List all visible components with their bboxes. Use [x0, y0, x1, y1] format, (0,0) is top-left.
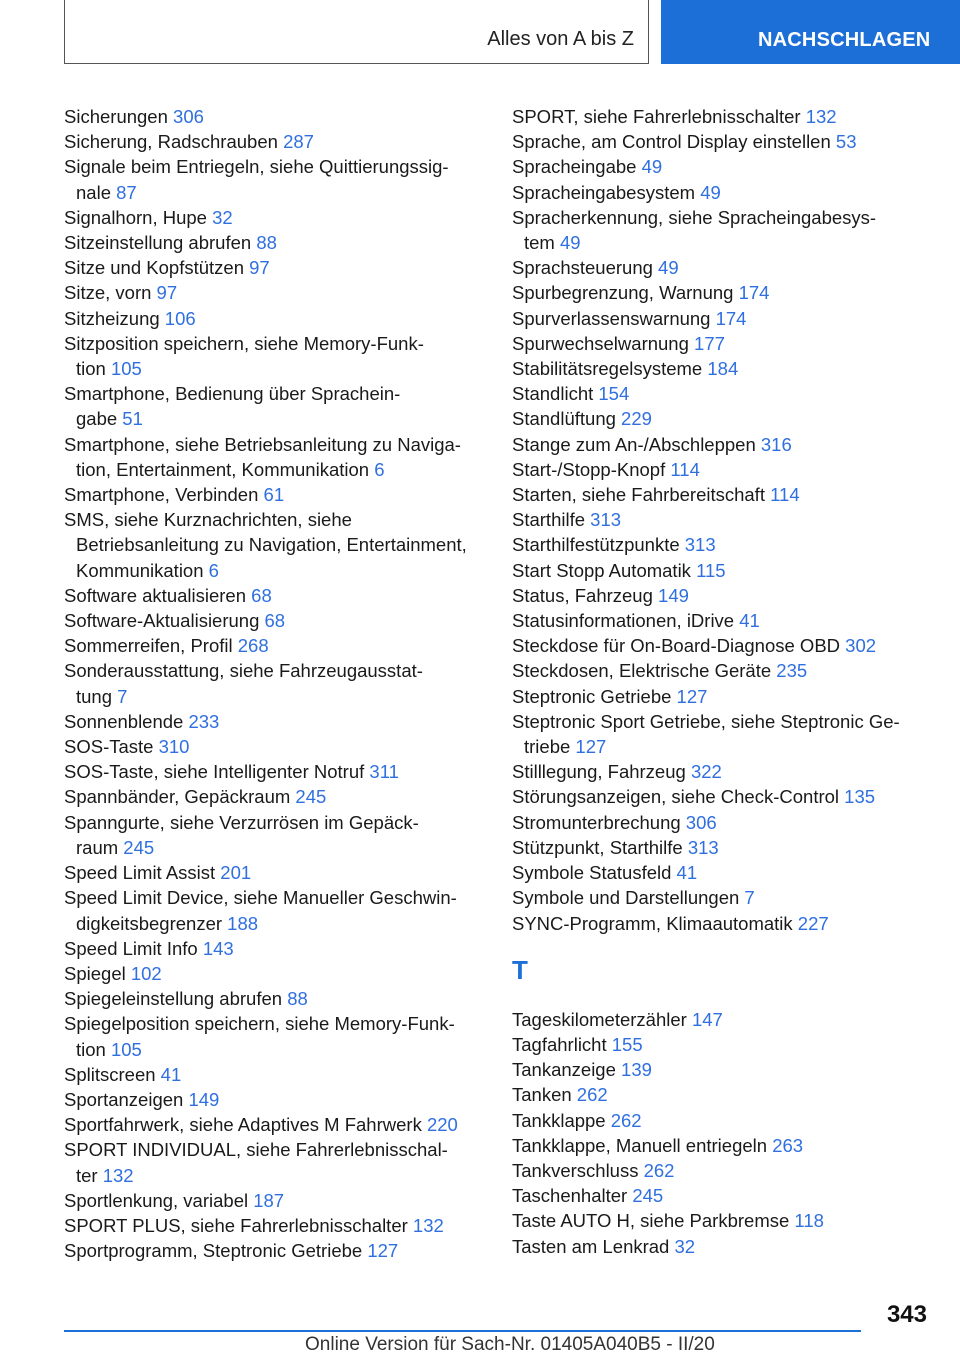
index-entry-text: Speed Limit Assist: [64, 862, 216, 884]
index-page-link[interactable]: 115: [696, 559, 726, 581]
index-entry: [64, 860, 484, 885]
index-page-link[interactable]: 201: [220, 862, 252, 884]
index-entry-text: Spurverlassenswarnung: [512, 307, 711, 329]
index-entry-text: Sonderausstattung, siehe Fahrzeugausstat-: [64, 660, 423, 682]
index-entry: [512, 356, 932, 381]
index-entry: [512, 154, 932, 179]
index-entry: [64, 608, 484, 633]
index-page-link[interactable]: 139: [621, 1059, 652, 1081]
index-page-link[interactable]: 97: [156, 282, 178, 304]
footer-divider: [64, 1330, 861, 1332]
index-page-link[interactable]: 220: [426, 1114, 458, 1136]
index-entry: [64, 759, 484, 784]
index-entry-text: triebe: [524, 736, 571, 758]
index-entry: [64, 331, 484, 381]
index-entry-text: Starthilfestützpunkte: [512, 534, 680, 556]
header-section-title: Alles von A bis Z: [487, 28, 634, 50]
index-entry-text: Signale beim Entriegeln, siehe Quittierungssig-: [64, 156, 449, 178]
index-entry-text: Spurbegrenzung, Warnung: [512, 282, 734, 304]
index-page-link[interactable]: 7: [744, 887, 755, 909]
index-page-link[interactable]: 311: [369, 761, 399, 783]
index-entry: [512, 860, 932, 885]
index-entry: [64, 104, 484, 129]
index-entry-text: Spracherkennung, siehe Spracheingabesys-: [512, 206, 877, 228]
index-column-left: [64, 104, 484, 1263]
index-page-link[interactable]: 132: [412, 1214, 444, 1236]
index-entry-text: Symbole und Darstellungen: [512, 887, 740, 909]
index-entry-text: Standlicht: [512, 383, 594, 405]
index-entry-text: Betriebsanleitung zu Navigation, Entertainment,: [76, 534, 467, 556]
index-entry-text: Taschenhalter: [512, 1185, 628, 1207]
index-entry-text: Spiegeleinstellung abrufen: [64, 988, 283, 1010]
index-entry-text: Spanngurte, siehe Verzurrösen im Gepäck-: [64, 811, 419, 833]
index-page-link[interactable]: 127: [676, 685, 708, 707]
index-entry-text: Tankklappe, Manuell entriegeln: [512, 1134, 768, 1156]
index-entry: [64, 1213, 484, 1238]
index-entry-text: nale: [76, 181, 111, 203]
index-entry: [64, 1238, 484, 1263]
index-entry: [512, 1183, 932, 1208]
index-page-link[interactable]: 41: [676, 862, 698, 884]
index-page-link[interactable]: 105: [110, 358, 142, 380]
index-page-link[interactable]: 316: [760, 433, 792, 455]
index-entry: [512, 1082, 932, 1107]
index-page-link[interactable]: 135: [844, 786, 876, 808]
index-page-link[interactable]: 127: [367, 1240, 399, 1262]
index-entry: [512, 104, 932, 129]
index-entry: [64, 129, 484, 154]
index-entry-text: Tageskilometerzähler: [512, 1008, 687, 1030]
index-entry: [512, 255, 932, 280]
index-page-link[interactable]: 302: [845, 635, 877, 657]
index-entry: [64, 1188, 484, 1213]
index-entry-text: Spracheingabe: [512, 156, 637, 178]
index-page-link[interactable]: 262: [610, 1109, 642, 1131]
index-page-link[interactable]: 41: [739, 610, 760, 632]
index-entry: [64, 507, 484, 583]
index-page-link[interactable]: 235: [776, 660, 808, 682]
index-entry-text: Speed Limit Info: [64, 937, 198, 959]
index-entry-text: Stützpunkt, Starthilfe: [512, 836, 683, 858]
index-entry-text: ter: [76, 1164, 98, 1186]
index-entry-text: Sitze, vorn: [64, 282, 152, 304]
index-entry: [512, 1007, 932, 1032]
index-entry-text: Störungsanzeigen, siehe Check-Control: [512, 786, 840, 808]
index-entry-text: Sportlenkung, variabel: [64, 1189, 249, 1211]
index-page-link[interactable]: 88: [256, 232, 277, 254]
index-page-link[interactable]: 49: [559, 232, 581, 254]
index-page-link[interactable]: 68: [264, 610, 286, 632]
index-page-link[interactable]: 105: [110, 1038, 142, 1060]
index-page-link[interactable]: 87: [116, 181, 137, 203]
index-entry: [512, 1208, 932, 1233]
index-entry-text: Splitscreen: [64, 1063, 156, 1085]
index-entry: [512, 280, 932, 305]
index-page-link[interactable]: 49: [658, 257, 679, 279]
index-page-link[interactable]: 184: [707, 358, 739, 380]
index-page-link[interactable]: 174: [738, 282, 770, 304]
index-entry-text: Sommerreifen, Profil: [64, 635, 233, 657]
index-page-link[interactable]: 41: [160, 1063, 182, 1085]
index-page-link[interactable]: 61: [263, 484, 285, 506]
index-entry: [64, 709, 484, 734]
index-page-link[interactable]: 233: [188, 710, 220, 732]
index-entry-text: Sprachsteuerung: [512, 257, 653, 279]
index-page-link[interactable]: 32: [212, 206, 233, 228]
index-entry: [512, 810, 932, 835]
index-entry-text: Steptronic Getriebe: [512, 685, 672, 707]
index-entry-text: Signalhorn, Hupe: [64, 206, 207, 228]
index-entry-text: Tankverschluss: [512, 1159, 639, 1181]
index-page-link[interactable]: 102: [130, 962, 162, 984]
index-entry: [64, 961, 484, 986]
index-entry: [512, 709, 932, 759]
index-page-link[interactable]: 262: [576, 1084, 608, 1106]
index-entry: [512, 1133, 932, 1158]
index-entry-text: SOS-Taste: [64, 736, 154, 758]
index-page-link[interactable]: 53: [835, 131, 857, 153]
index-entry: [512, 331, 932, 356]
index-entry-text: SOS-Taste, siehe Intelligenter Notruf: [64, 761, 365, 783]
index-page-link[interactable]: 154: [598, 383, 630, 405]
index-entry-text: Statusinformationen, iDrive: [512, 610, 735, 632]
index-entry-text: Standlüftung: [512, 408, 616, 430]
header-section-box: [64, 0, 649, 64]
index-entry-text: Sportprogramm, Steptronic Getriebe: [64, 1240, 363, 1262]
index-page-link[interactable]: 313: [590, 509, 622, 531]
index-entry-text: tung: [76, 685, 113, 707]
index-page-link[interactable]: 245: [123, 836, 155, 858]
index-entry-text: Tagfahrlicht: [512, 1033, 607, 1055]
index-page-link[interactable]: 306: [173, 106, 204, 127]
index-entry: [512, 633, 932, 658]
index-page-link[interactable]: 6: [208, 559, 219, 581]
index-entry-text: SPORT, siehe Fahrerlebnisschalter: [512, 106, 801, 127]
index-entry: [64, 205, 484, 230]
index-entry: [64, 1011, 484, 1061]
index-entry: [512, 432, 932, 457]
index-page-link[interactable]: 313: [684, 534, 716, 556]
index-entry-text: Tankklappe: [512, 1109, 606, 1131]
index-entry: [64, 658, 484, 708]
index-entry: [512, 1057, 932, 1082]
index-entry: [64, 432, 484, 482]
index-entry: [512, 684, 932, 709]
index-page-link[interactable]: 7: [117, 685, 128, 707]
index-page-link[interactable]: 310: [158, 736, 190, 758]
index-entry: [64, 936, 484, 961]
index-entry-text: raum: [76, 836, 119, 858]
index-entry-text: Steckdose für On-Board-Diagnose OBD: [512, 635, 841, 657]
index-page-link[interactable]: 132: [102, 1164, 134, 1186]
index-entry-text: SPORT PLUS, siehe Fahrerlebnisschalter: [64, 1214, 408, 1236]
index-entry: [64, 280, 484, 305]
index-entry: [64, 583, 484, 608]
index-entry-text: Steptronic Sport Getriebe, siehe Steptronic Ge-: [512, 710, 900, 732]
index-entry: [512, 532, 932, 557]
index-column-right: [512, 104, 932, 1259]
index-entry-text: tem: [524, 232, 555, 254]
index-entry: [512, 784, 932, 809]
index-entry-text: Kommunikation: [76, 559, 204, 581]
index-entry-text: Sitze und Kopfstützen: [64, 257, 244, 279]
index-entry-text: tion: [76, 1038, 106, 1060]
index-page-link[interactable]: 177: [694, 332, 725, 354]
index-letter-heading: T: [512, 954, 528, 985]
index-page-link[interactable]: 51: [122, 408, 143, 430]
index-page-link[interactable]: 322: [690, 761, 722, 783]
index-entry: [64, 381, 484, 431]
index-page-link[interactable]: 32: [674, 1235, 696, 1257]
index-entry: [512, 1108, 932, 1133]
index-page-link[interactable]: 149: [658, 584, 689, 606]
index-entry: [64, 1112, 484, 1137]
index-entry-text: Tankanzeige: [512, 1059, 616, 1081]
index-entry: [512, 180, 932, 205]
index-entry-text: SPORT INDIVIDUAL, siehe Fahrerlebnisschal-: [64, 1139, 448, 1161]
index-entry-text: Spracheingabesystem: [512, 181, 696, 203]
index-page-link[interactable]: 49: [641, 156, 663, 178]
index-entry: [512, 457, 932, 482]
index-page-link[interactable]: 187: [253, 1189, 285, 1211]
index-entry-text: Starten, siehe Fahrbereitschaft: [512, 484, 765, 506]
index-page-link[interactable]: 132: [805, 106, 837, 127]
index-entry: [512, 658, 932, 683]
index-entry-text: Spurwechselwarnung: [512, 332, 689, 354]
index-page-link[interactable]: 114: [670, 458, 700, 480]
index-page-link[interactable]: 68: [251, 584, 272, 606]
index-entry: [64, 633, 484, 658]
index-page-link[interactable]: 174: [715, 307, 747, 329]
index-entry-text: Sitzeinstellung abrufen: [64, 232, 252, 254]
index-page-link[interactable]: 143: [202, 937, 234, 959]
index-entry: [512, 1032, 932, 1057]
page-number: 343: [886, 1301, 927, 1328]
index-entry-text: Status, Fahrzeug: [512, 584, 653, 606]
index-entry: [64, 255, 484, 280]
index-entry-text: Sprache, am Control Display einstellen: [512, 131, 831, 153]
index-entry-text: Speed Limit Device, siehe Manueller Geschwin-: [64, 887, 457, 909]
index-entry-text: Stange zum An-/Abschleppen: [512, 433, 756, 455]
index-entry: [512, 129, 932, 154]
index-entry-text: tion, Entertainment, Kommunikation: [76, 458, 370, 480]
index-entry: [64, 154, 484, 204]
index-entry-text: SMS, siehe Kurznachrichten, siehe: [64, 509, 352, 531]
index-page-link[interactable]: 155: [611, 1033, 643, 1055]
index-entry: [512, 381, 932, 406]
index-entry-text: Start-/Stopp-Knopf: [512, 458, 666, 480]
index-entry-text: Sitzheizung: [64, 307, 160, 329]
index-page-link[interactable]: 97: [249, 257, 270, 279]
index-entry-text: Spiegel: [64, 962, 126, 984]
index-page-link[interactable]: 88: [287, 988, 308, 1010]
index-entry-text: Sicherung, Radschrauben: [64, 131, 278, 153]
index-page-link[interactable]: 262: [643, 1159, 675, 1181]
index-page-link[interactable]: 127: [575, 736, 607, 758]
index-page-link[interactable]: 229: [621, 408, 652, 430]
index-entry-text: Smartphone, siehe Betriebsanleitung zu Naviga-: [64, 433, 461, 455]
index-entry-text: digkeitsbegrenzer: [76, 912, 223, 934]
index-page-link[interactable]: 306: [685, 811, 717, 833]
index-page-link[interactable]: 245: [295, 786, 327, 808]
index-page-link[interactable]: 245: [632, 1185, 664, 1207]
index-entry: [64, 810, 484, 860]
index-entry-text: Taste AUTO H, siehe Parkbremse: [512, 1210, 790, 1232]
index-entry: [512, 911, 932, 936]
index-entry: [64, 784, 484, 809]
index-page-link[interactable]: 6: [374, 458, 385, 480]
index-entry-text: Tanken: [512, 1084, 572, 1106]
index-page-link[interactable]: 149: [188, 1088, 220, 1110]
index-entry-text: gabe: [76, 408, 118, 430]
index-entry: [64, 482, 484, 507]
index-entry: [64, 986, 484, 1011]
header-chapter-tab: [661, 0, 960, 64]
index-page-link[interactable]: 106: [164, 307, 196, 329]
index-entry: [512, 306, 932, 331]
index-entry-text: Smartphone, Bedienung über Sprachein-: [64, 383, 401, 405]
footer-version-text: Online Version für Sach-Nr. 01405A040B5 - II/20: [305, 1334, 715, 1355]
index-entry-text: Stromunterbrechung: [512, 811, 681, 833]
index-entry-text: Tasten am Lenkrad: [512, 1235, 670, 1257]
index-page-link[interactable]: 49: [700, 181, 721, 203]
index-entry-text: Software-Aktualisierung: [64, 610, 260, 632]
index-entry-text: Stabilitätsregelsysteme: [512, 358, 703, 380]
index-entry-text: Spannbänder, Gepäckraum: [64, 786, 291, 808]
index-entry: [512, 482, 932, 507]
index-entry: [512, 406, 932, 431]
index-entry: [64, 1087, 484, 1112]
index-page-link[interactable]: 263: [772, 1134, 804, 1156]
index-entry: [512, 1158, 932, 1183]
index-page-link[interactable]: 227: [797, 912, 829, 934]
index-entry: [512, 558, 932, 583]
index-entry-text: Steckdosen, Elektrische Geräte: [512, 660, 772, 682]
index-entry-text: Sitzposition speichern, siehe Memory-Funk-: [64, 332, 424, 354]
index-entry-text: tion: [76, 358, 106, 380]
index-entry: [64, 1062, 484, 1087]
index-page-link[interactable]: 114: [770, 484, 800, 506]
header-chapter-title: NACHSCHLAGEN: [758, 29, 931, 51]
index-page-link[interactable]: 287: [283, 131, 314, 153]
index-entry-text: SYNC-Programm, Klimaautomatik: [512, 912, 793, 934]
index-entry: [64, 885, 484, 935]
index-entry-text: Start Stopp Automatik: [512, 559, 691, 581]
index-entry: [512, 1234, 932, 1259]
index-entry: [512, 583, 932, 608]
index-entry: [512, 759, 932, 784]
index-entry-text: Software aktualisieren: [64, 584, 247, 606]
index-entry: [512, 507, 932, 532]
index-entry-text: Sportanzeigen: [64, 1088, 184, 1110]
index-entry: [512, 205, 932, 255]
index-entry: [512, 608, 932, 633]
index-page-link[interactable]: 268: [237, 635, 269, 657]
index-entry-text: Stilllegung, Fahrzeug: [512, 761, 686, 783]
index-entry-text: Spiegelposition speichern, siehe Memory-Funk-: [64, 1013, 455, 1035]
index-entry-text: Starthilfe: [512, 509, 586, 531]
index-entry: [64, 306, 484, 331]
index-entry: [64, 1137, 484, 1187]
index-entry: [512, 885, 932, 910]
index-page-link[interactable]: 118: [794, 1210, 824, 1232]
index-entry-text: Symbole Statusfeld: [512, 862, 672, 884]
index-entry-text: Sicherungen: [64, 106, 168, 127]
index-page-link[interactable]: 313: [687, 836, 719, 858]
index-entry-text: Sportfahrwerk, siehe Adaptives M Fahrwerk: [64, 1114, 422, 1136]
index-page-link[interactable]: 147: [691, 1008, 723, 1030]
index-entry: [64, 230, 484, 255]
index-entry: [512, 835, 932, 860]
index-entry: [64, 734, 484, 759]
index-page-link[interactable]: 188: [227, 912, 259, 934]
index-entry-text: Smartphone, Verbinden: [64, 484, 259, 506]
index-entry-text: Sonnenblende: [64, 710, 184, 732]
